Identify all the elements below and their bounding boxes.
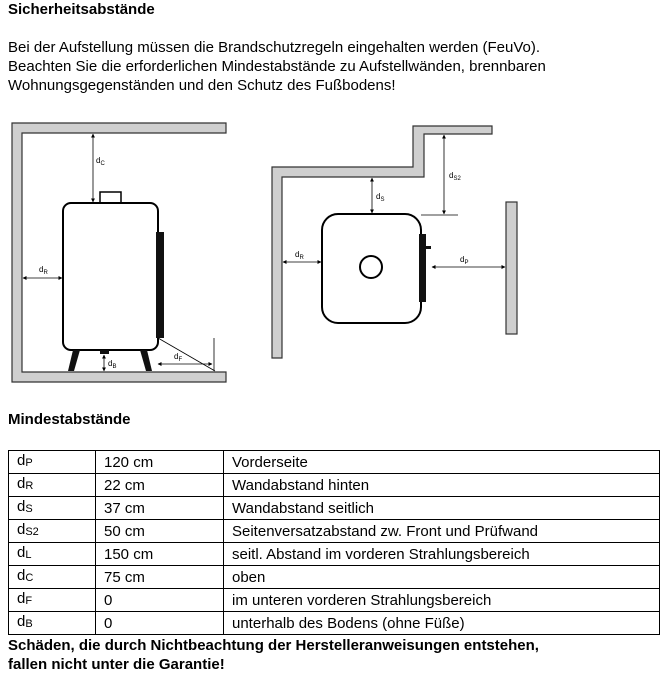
value-cell: 0 (96, 589, 224, 612)
table-row (9, 612, 660, 635)
table-row (9, 589, 660, 612)
symbol-cell: $d_F$ (9, 589, 96, 612)
value-cell: 120 cm (96, 451, 224, 474)
value-cell: 0 (96, 612, 224, 635)
table-row (9, 566, 660, 589)
description-cell: Wandabstand seitlich (224, 497, 660, 520)
description-cell: seitl. Abstand im vorderen Strahlungsbereich (224, 543, 660, 566)
label-ds: $d_S$ (376, 192, 385, 203)
test-wall (506, 202, 517, 334)
value-cell: 22 cm (96, 474, 224, 497)
label-dr-side: $d_R$ (39, 265, 48, 276)
label-ds2: $d_{S2}$ (449, 171, 461, 182)
value-cell: 37 cm (96, 497, 224, 520)
intro-paragraph (8, 38, 658, 95)
value-cell: 75 cm (96, 566, 224, 589)
label-df: $d_F$ (174, 352, 183, 363)
warranty-warning (8, 636, 658, 674)
table-row (9, 497, 660, 520)
table-row (9, 543, 660, 566)
table-row (9, 520, 660, 543)
symbol-cell: $d_{S2}$ (9, 520, 96, 543)
symbol-cell: $d_B$ (9, 612, 96, 635)
description-cell: im unteren vorderen Strahlungsbereich (224, 589, 660, 612)
page-title: Sicherheitsabstände (8, 1, 155, 18)
label-db: $d_B$ (108, 359, 117, 370)
description-cell: Wandabstand hinten (224, 474, 660, 497)
symbol-cell: $d_S$ (9, 497, 96, 520)
symbol-cell: $d_R$ (9, 474, 96, 497)
distance-table (8, 450, 660, 635)
warning-line-1: Schäden, die durch Nichtbeachtung der Herstelleranweisungen entstehen, (8, 637, 539, 654)
intro-line-3: Wohnungsgegenständen und den Schutz des Fußbodens! (8, 77, 396, 94)
description-cell: Vorderseite (224, 451, 660, 474)
intro-line-2: Beachten Sie die erforderlichen Mindestabstände zu Aufstellwänden, brennbaren (8, 58, 546, 75)
label-dr-top: $d_R$ (295, 250, 304, 261)
label-dc: $d_C$ (96, 156, 105, 167)
label-dp: $d_P$ (460, 255, 469, 266)
symbol-cell: $d_L$ (9, 543, 96, 566)
value-cell: 150 cm (96, 543, 224, 566)
symbol-cell: $d_P$ (9, 451, 96, 474)
description-cell: unterhalb des Bodens (ohne Füße) (224, 612, 660, 635)
description-cell: Seitenversatzabstand zw. Front und Prüfwand (224, 520, 660, 543)
intro-line-1: Bei der Aufstellung müssen die Brandschutzregeln eingehalten werden (FeuVo). (8, 39, 540, 56)
stove-side (63, 192, 164, 371)
table-row (9, 451, 660, 474)
clearance-diagram (0, 110, 666, 390)
value-cell: 50 cm (96, 520, 224, 543)
table-row (9, 474, 660, 497)
symbol-cell: $d_C$ (9, 566, 96, 589)
description-cell: oben (224, 566, 660, 589)
table-heading: Mindestabstände (8, 411, 131, 428)
top-view-diagram (272, 126, 517, 358)
warning-line-2: fallen nicht unter die Garantie! (8, 656, 225, 673)
side-view-diagram (12, 123, 226, 382)
stove-top (322, 214, 431, 323)
